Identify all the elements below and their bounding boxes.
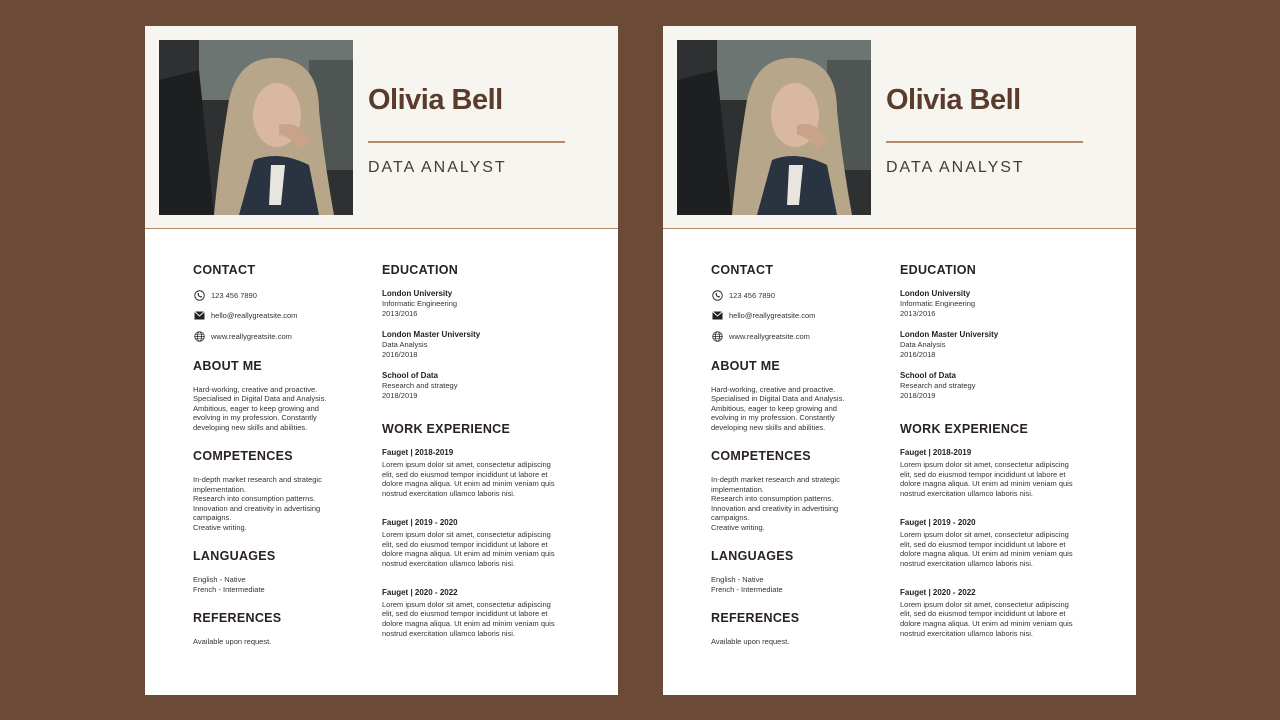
profile-photo xyxy=(159,40,353,215)
competence-line: Creative writing. xyxy=(711,522,765,532)
references-text: Available upon request. xyxy=(711,637,790,646)
contact-website xyxy=(193,330,353,342)
job-line: elit, sed do eiusmod tempor incididunt ut labore et xyxy=(382,539,548,549)
contact-phone xyxy=(711,289,871,301)
left-column xyxy=(711,263,871,647)
work-item xyxy=(900,448,1100,499)
language-line: English - Native xyxy=(711,575,764,584)
languages-text xyxy=(711,575,871,594)
website-text: www.reallygreatsite.com xyxy=(729,331,810,341)
resume-name: Olivia Bell xyxy=(886,84,1021,116)
about-line: developing new skills and abilities. xyxy=(711,422,826,432)
mail-icon xyxy=(711,310,723,322)
website-text: www.reallygreatsite.com xyxy=(211,331,292,341)
contact-website xyxy=(711,330,871,342)
job-line: dolore magna aliqua. Ut enim ad minim veniam quis xyxy=(900,479,1073,489)
job-header: Fauget | 2018-2019 xyxy=(382,448,454,457)
competence-line: campaigns. xyxy=(193,513,232,522)
school-field: Informatic Engineering xyxy=(382,299,458,308)
languages-heading: LANGUAGES xyxy=(711,549,794,563)
phone-icon xyxy=(193,289,205,301)
work-item xyxy=(900,588,1100,639)
resume-header xyxy=(145,26,618,229)
job-description xyxy=(900,600,1100,639)
education-item xyxy=(900,371,1100,400)
about-line: Ambitious, eager to keep growing and xyxy=(711,403,837,413)
job-line: Lorem ipsum dolor sit amet, consectetur adipiscing xyxy=(900,529,1069,539)
job-line: Lorem ipsum dolor sit amet, consectetur adipiscing xyxy=(900,599,1069,609)
references-text: Available upon request. xyxy=(193,637,272,646)
about-line: developing new skills and abilities. xyxy=(193,422,308,432)
references-heading: REFERENCES xyxy=(711,611,800,625)
competences-text xyxy=(711,475,871,532)
school-years: 2016/2018 xyxy=(900,349,936,359)
job-line: elit, sed do eiusmod tempor incididunt ut labore et xyxy=(900,469,1066,479)
job-line: dolore magna aliqua. Ut enim ad minim veniam quis xyxy=(382,619,555,629)
job-line: dolore magna aliqua. Ut enim ad minim veniam quis xyxy=(382,479,555,489)
competences-heading: COMPETENCES xyxy=(193,449,293,463)
about-line: Hard-working, creative and proactive. xyxy=(193,384,318,394)
about-heading: ABOUT ME xyxy=(711,358,781,373)
phone-text: 123 456 7890 xyxy=(729,290,775,300)
job-line: nostrud exercitation ullamco laboris nisi. xyxy=(900,489,1033,499)
left-column xyxy=(193,263,353,647)
contact-heading: CONTACT xyxy=(193,263,256,277)
name-divider xyxy=(368,141,565,143)
job-line: nostrud exercitation ullamco laboris nisi. xyxy=(382,489,515,499)
job-description xyxy=(900,530,1100,569)
about-line: Hard-working, creative and proactive. xyxy=(711,384,836,394)
competence-line: Research into consumption patterns. xyxy=(711,494,834,503)
job-line: dolore magna aliqua. Ut enim ad minim veniam quis xyxy=(382,549,555,559)
job-line: elit, sed do eiusmod tempor incididunt ut labore et xyxy=(900,609,1066,619)
job-header: Fauget | 2020 - 2022 xyxy=(382,587,458,597)
education-item xyxy=(382,371,582,400)
school-field: Informatic Engineering xyxy=(900,299,976,308)
job-header: Fauget | 2020 - 2022 xyxy=(900,587,976,597)
job-description xyxy=(900,460,1100,499)
about-line: Specialised in Digital Data and Analysis. xyxy=(711,394,845,403)
job-title: DATA ANALYST xyxy=(368,159,507,176)
school-name: London Master University xyxy=(900,330,999,339)
education-heading: EDUCATION xyxy=(900,263,977,277)
competence-line: Creative writing. xyxy=(193,522,247,532)
job-line: Lorem ipsum dolor sit amet, consectetur adipiscing xyxy=(382,460,551,469)
phone-icon xyxy=(711,289,723,301)
profile-photo xyxy=(677,40,871,215)
job-line: Lorem ipsum dolor sit amet, consectetur adipiscing xyxy=(900,460,1069,469)
education-heading: EDUCATION xyxy=(382,263,459,277)
school-years: 2016/2018 xyxy=(382,349,418,359)
school-field: Data Analysis xyxy=(900,340,946,349)
resume-name: Olivia Bell xyxy=(368,84,503,116)
work-item xyxy=(382,518,582,569)
job-line: elit, sed do eiusmod tempor incididunt ut labore et xyxy=(382,609,548,619)
school-name: London University xyxy=(382,289,453,298)
education-item xyxy=(382,289,582,318)
school-years: 2013/2016 xyxy=(382,308,418,318)
job-header: Fauget | 2018-2019 xyxy=(900,448,972,457)
job-line: elit, sed do eiusmod tempor incididunt ut labore et xyxy=(382,469,548,479)
mail-icon xyxy=(193,310,205,322)
school-name: London University xyxy=(900,289,971,298)
contact-email xyxy=(711,310,871,322)
email-text: hello@reallygreatsite.com xyxy=(211,311,298,320)
job-line: nostrud exercitation ullamco laboris nisi. xyxy=(900,558,1033,568)
about-text xyxy=(193,385,353,433)
about-line: Specialised in Digital Data and Analysis. xyxy=(193,394,327,403)
about-line: Ambitious, eager to keep growing and xyxy=(193,403,319,413)
education-item xyxy=(900,289,1100,318)
job-line: nostrud exercitation ullamco laboris nisi. xyxy=(382,558,515,568)
school-field: Research and strategy xyxy=(900,381,976,390)
contact-email xyxy=(193,310,353,322)
competence-line: Innovation and creativity in advertising xyxy=(193,503,321,513)
work-item xyxy=(382,448,582,499)
school-field: Research and strategy xyxy=(382,381,458,390)
contact-heading: CONTACT xyxy=(711,263,774,277)
references-heading: REFERENCES xyxy=(193,611,282,625)
school-name: School of Data xyxy=(382,371,439,380)
job-description xyxy=(382,530,582,569)
school-field: Data Analysis xyxy=(382,340,428,349)
education-item xyxy=(900,330,1100,359)
competence-line: campaigns. xyxy=(711,513,750,522)
job-description xyxy=(382,600,582,639)
work-item xyxy=(382,588,582,639)
job-line: nostrud exercitation ullamco laboris nisi. xyxy=(382,628,515,638)
about-line: evolving in my profession. Constantly xyxy=(193,413,317,422)
job-line: Lorem ipsum dolor sit amet, consectetur adipiscing xyxy=(382,529,551,539)
about-line: evolving in my profession. Constantly xyxy=(711,413,835,422)
resume-page-2 xyxy=(663,26,1136,695)
school-years: 2013/2016 xyxy=(900,308,936,318)
job-line: dolore magna aliqua. Ut enim ad minim veniam quis xyxy=(900,619,1073,629)
globe-icon xyxy=(193,330,205,342)
phone-text: 123 456 7890 xyxy=(211,290,257,300)
competence-line: Research into consumption patterns. xyxy=(193,494,316,503)
language-line: English - Native xyxy=(193,575,246,584)
job-title: DATA ANALYST xyxy=(886,159,1025,176)
about-text xyxy=(711,385,871,433)
job-line: dolore magna aliqua. Ut enim ad minim veniam quis xyxy=(900,549,1073,559)
competence-line: In-depth market research and strategic xyxy=(193,475,322,484)
email-text: hello@reallygreatsite.com xyxy=(729,311,816,320)
school-name: London Master University xyxy=(382,330,481,339)
school-years: 2018/2019 xyxy=(382,390,418,400)
competences-heading: COMPETENCES xyxy=(711,449,811,463)
job-description xyxy=(382,460,582,499)
job-line: nostrud exercitation ullamco laboris nisi. xyxy=(900,628,1033,638)
work-item xyxy=(900,518,1100,569)
work-heading: WORK EXPERIENCE xyxy=(382,422,511,436)
competence-line: implementation. xyxy=(193,484,246,494)
job-header: Fauget | 2019 - 2020 xyxy=(382,517,458,527)
contact-phone xyxy=(193,289,353,301)
languages-text xyxy=(193,575,353,594)
job-line: Lorem ipsum dolor sit amet, consectetur adipiscing xyxy=(382,599,551,609)
languages-heading: LANGUAGES xyxy=(193,549,276,563)
name-divider xyxy=(886,141,1083,143)
education-item xyxy=(382,330,582,359)
competence-line: In-depth market research and strategic xyxy=(711,475,840,484)
language-line: French - Intermediate xyxy=(711,584,783,594)
competence-line: Innovation and creativity in advertising xyxy=(711,503,839,513)
job-header: Fauget | 2019 - 2020 xyxy=(900,517,976,527)
school-name: School of Data xyxy=(900,371,957,380)
resume-header xyxy=(663,26,1136,229)
right-column xyxy=(382,263,582,657)
globe-icon xyxy=(711,330,723,342)
language-line: French - Intermediate xyxy=(193,584,265,594)
competences-text xyxy=(193,475,353,532)
competence-line: implementation. xyxy=(711,484,764,494)
school-years: 2018/2019 xyxy=(900,390,936,400)
resume-page-1 xyxy=(145,26,618,695)
about-heading: ABOUT ME xyxy=(193,358,263,373)
right-column xyxy=(900,263,1100,657)
job-line: elit, sed do eiusmod tempor incididunt ut labore et xyxy=(900,539,1066,549)
work-heading: WORK EXPERIENCE xyxy=(900,422,1029,436)
